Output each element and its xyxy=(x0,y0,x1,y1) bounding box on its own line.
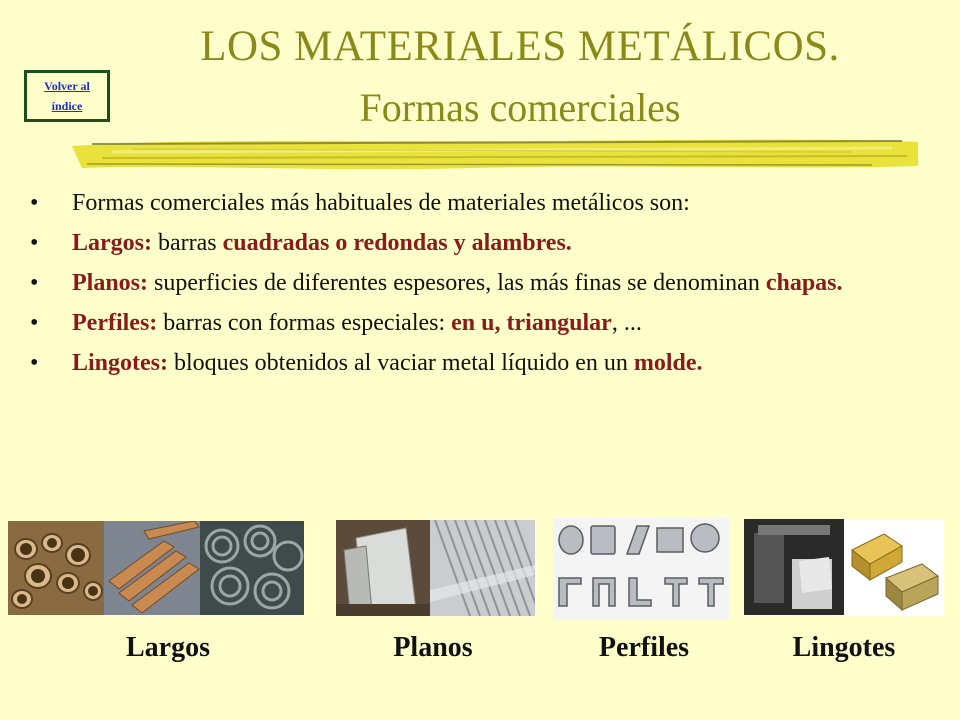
body-text: Formas comerciales más habituales de materiales metálicos son: xyxy=(72,190,690,216)
bullet-item xyxy=(30,228,930,259)
highlight-text: cuadradas o redondas y alambres. xyxy=(222,230,572,256)
foundry-mold-photo xyxy=(744,519,844,615)
body-text: barras con formas especiales: xyxy=(157,310,452,336)
highlight-text: Largos: xyxy=(72,230,152,256)
wire-coils-photo xyxy=(200,521,304,615)
body-text: barras xyxy=(152,230,223,256)
body-text: bloques obtenidos al vaciar metal líquido en un xyxy=(168,350,634,376)
highlight-text: chapas. xyxy=(765,270,843,296)
highlight-text: Perfiles: xyxy=(72,310,158,336)
copper-bars-photo xyxy=(104,521,201,615)
back-to-index-button[interactable] xyxy=(24,70,110,122)
bullet-item xyxy=(30,188,930,219)
caption-perfiles: Perfiles xyxy=(598,632,690,663)
yellow-brush-stroke xyxy=(72,132,918,177)
back-to-index-line2[interactable]: índice xyxy=(51,99,83,113)
body-text: , ... xyxy=(611,310,642,336)
highlight-text: en u, triangular xyxy=(451,310,612,336)
highlight-text: molde. xyxy=(633,350,703,376)
gold-ingots-photo xyxy=(844,520,944,616)
bullet-item xyxy=(30,268,930,299)
caption-largos: Largos xyxy=(126,632,210,663)
bullet-list xyxy=(30,188,930,388)
body-text: superficies de diferentes espesores, las más finas se denominan xyxy=(148,270,766,296)
page-subtitle: Formas comerciales xyxy=(359,85,681,130)
highlight-text: Planos: xyxy=(72,270,149,296)
caption-planos: Planos xyxy=(393,632,473,663)
highlight-text: Lingotes: xyxy=(72,350,168,376)
bullet-item xyxy=(30,308,930,339)
corrugated-sheets-photo xyxy=(430,520,535,616)
profiles-catalog-photo xyxy=(553,518,729,620)
page-title: LOS MATERIALES METÁLICOS. xyxy=(200,23,840,70)
caption-lingotes: Lingotes xyxy=(792,632,896,663)
metal-sheets-photo xyxy=(336,520,431,616)
bullet-item xyxy=(30,348,930,379)
pipes-photo xyxy=(8,521,105,615)
back-to-index-line1[interactable]: Volver al xyxy=(44,79,90,93)
